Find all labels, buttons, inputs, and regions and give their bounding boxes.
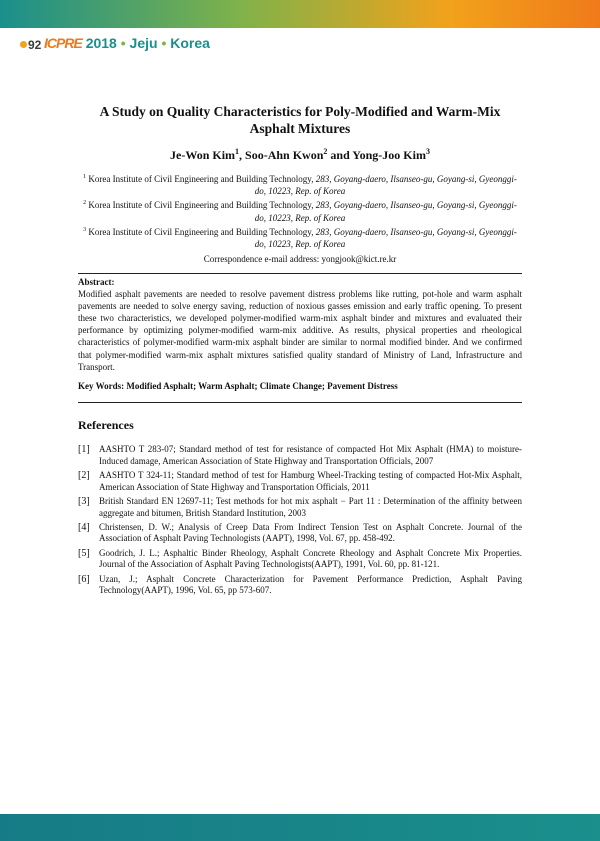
- reference-item: [78, 496, 522, 519]
- footer-bar: [0, 814, 600, 841]
- correspondence-email: Correspondence e-mail address: yongjook@kict.re.kr: [203, 254, 397, 264]
- reference-item: [78, 574, 522, 597]
- divider: [78, 273, 522, 274]
- reference-number: [5]: [78, 547, 90, 559]
- divider: [78, 402, 522, 403]
- author-list: Je-Won Kim$^1$, Soo-Ahn Kwon$^2$ and Yong-Joo Kim$^3$: [170, 147, 430, 162]
- reference-item: [78, 444, 522, 467]
- abstract: [78, 276, 522, 373]
- author-sup: 3: [425, 147, 430, 156]
- reference-list: [78, 444, 522, 599]
- reference-number: [1]: [78, 444, 90, 455]
- dot-icon: [20, 41, 27, 48]
- logo-country: Korea: [170, 35, 210, 51]
- reference-number: [4]: [78, 521, 90, 533]
- conference-header: [0, 34, 600, 58]
- reference-text: AASHTO T 324-11; Standard method of test for Hamburg Wheel-Tracking testing of compacted Hot-Mix Asphalt, American Association of State Highway and Transportation Officials, 2011: [99, 469, 522, 492]
- affiliation-list: [80, 171, 520, 250]
- abstract-label: Abstract:: [78, 277, 115, 287]
- affiliation: $^3$ Korea Institute of Civil Engineering and Building Technology, 283, Goyang-daero, Ilsanseo-gu, Goyang-si, Gyeonggi-do, 10223, Rep. of Korea: [83, 226, 517, 250]
- author-sup: 2: [323, 147, 328, 156]
- reference-item: [78, 470, 522, 493]
- logo-city: Jeju: [129, 35, 158, 51]
- reference-text: Goodrich, J. L.; Asphaltic Binder Rheology, Asphalt Concrete Rheology and Asphalt Concrete Mix Properties. Journal of the Association of Asphalt Paving Technologists(AAPT), 1991, Vol. 60, pp. 81-121.: [99, 547, 522, 570]
- abstract-text: Modified asphalt pavements are needed to resolve pavement distress problems like rutting, pot-hole and warm asphalt pavements are needed to solve energy saving, reduction of noxious gasses emission and early traffic opening. To present these two characteristics, we developed polymer-modified warm-mix asphalt binder and mixtures and evaluated their performance by optimizing polymer-modified warm-mix additive. As results, physical properties and rheological characteristics of polymer-modified warm-mix asphalt binder are similar to normal modified binder. And we confirmed that polymer-modified warm-mix asphalt mixtures satisfied quality standard of Ministry of Land, Infrastructure and Transport.: [78, 289, 522, 372]
- author-name: Soo-Ahn Kwon: [245, 148, 324, 162]
- logo-separator: •: [161, 35, 167, 51]
- header-gradient-bar: [0, 0, 600, 28]
- author-name: Yong-Joo Kim: [352, 148, 426, 162]
- paper-title: [60, 103, 540, 137]
- reference-item: [78, 522, 522, 545]
- author-sup: 1: [235, 147, 240, 156]
- author-name: Je-Won Kim: [170, 148, 236, 162]
- page-number: 92: [20, 38, 41, 52]
- logo-year: 2018: [85, 35, 117, 51]
- keywords: Key Words: Modified Asphalt; Warm Asphalt; Climate Change; Pavement Distress: [78, 381, 398, 391]
- reference-text: Christensen, D. W.; Analysis of Creep Data From Indirect Tension Test on Asphalt Concrete. Journal of the Association of Asphalt Paving Technologists (AAPT), 1998, Vol. 67, pp. 458-492.: [99, 521, 522, 544]
- affiliation: $^2$ Korea Institute of Civil Engineering and Building Technology, 283, Goyang-daero, Ilsanseo-gu, Goyang-si, Gyeonggi-do, 10223, Rep. of Korea: [83, 200, 517, 223]
- conference-logo: [44, 35, 210, 51]
- affiliation: $^1$ Korea Institute of Civil Engineering and Building Technology, 283, Goyang-daero, Ilsanseo-gu, Goyang-si, Gyeonggi-do, 10223, Rep. of Korea: [83, 174, 517, 197]
- reference-text: AASHTO T 283-07; Standard method of test for resistance of compacted Hot Mix Asphalt (HMA) to moisture-Induced damage, American Association of State Highway and Transportation Officials, 2007: [99, 444, 522, 466]
- reference-text: Uzan, J.; Asphalt Concrete Characterization for Pavement Performance Prediction, Asphalt Paving Technology(AAPT), 1996, Vol. 65, pp 573-607.: [99, 573, 522, 596]
- reference-number: [2]: [78, 469, 90, 481]
- references-heading: References: [78, 418, 134, 432]
- reference-number: [3]: [78, 495, 90, 507]
- reference-number: [6]: [78, 573, 90, 585]
- logo-separator: •: [120, 35, 126, 51]
- reference-text: British Standard EN 12697-11; Test methods for hot mix asphalt − Part 11 : Determination of the affinity between aggregate and bitumen, British Standard Institution, 2003: [99, 495, 522, 518]
- logo-mark: ICPRE: [44, 35, 82, 51]
- reference-item: [78, 548, 522, 571]
- title-line: A Study on Quality Characteristics for Poly-Modified and Warm-Mix: [99, 104, 501, 119]
- title-line: Asphalt Mixtures: [249, 121, 351, 136]
